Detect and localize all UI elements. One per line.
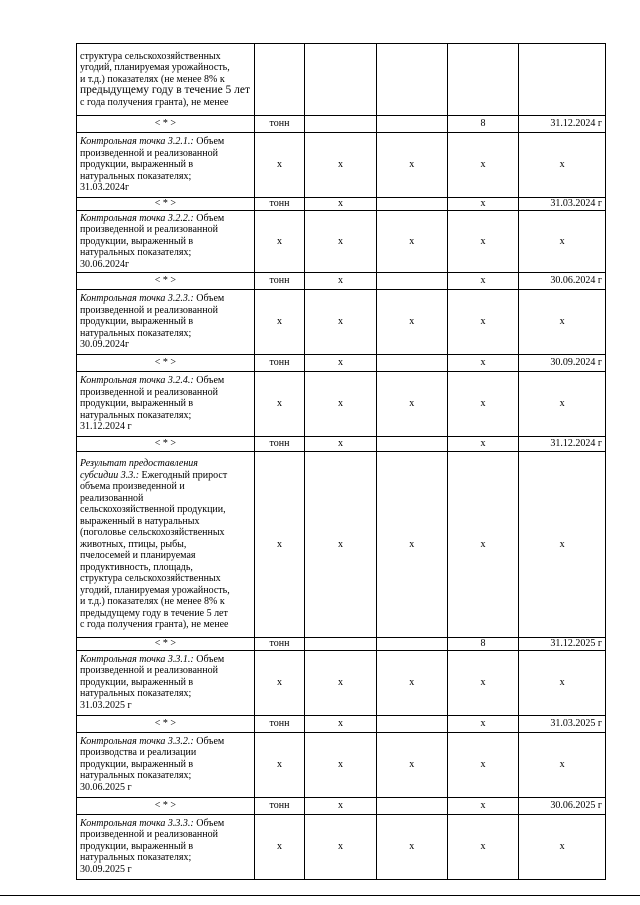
description-text-rest: Объем bbox=[193, 653, 225, 665]
description-text: структура сельскохозяйственных bbox=[80, 573, 221, 585]
description-text: предыдущему году в течение 5 лет bbox=[80, 607, 228, 619]
row-marker: < * > bbox=[77, 638, 255, 651]
row-description bbox=[77, 452, 255, 638]
description-line bbox=[80, 148, 251, 160]
description-line bbox=[80, 770, 251, 782]
description-text: объема произведенной и bbox=[80, 481, 185, 493]
table-cell: 31.12.2024 г bbox=[519, 437, 606, 452]
table-cell: х bbox=[254, 133, 305, 198]
table-row-description bbox=[77, 452, 606, 638]
description-text: натуральных показателях; bbox=[80, 688, 192, 700]
table-cell: х bbox=[376, 732, 447, 797]
table-cell: х bbox=[254, 732, 305, 797]
description-text: натуральных показателях; bbox=[80, 409, 192, 421]
description-text: произведенной и реализованной bbox=[80, 665, 218, 677]
table-cell: х bbox=[305, 355, 376, 372]
description-line bbox=[80, 818, 251, 830]
description-text: предыдущему году в течение 5 лет bbox=[80, 84, 251, 97]
description-line bbox=[80, 736, 251, 748]
table-cell bbox=[254, 44, 305, 116]
table-row-description bbox=[77, 732, 606, 797]
table-cell: х bbox=[305, 290, 376, 355]
table-cell: х bbox=[305, 715, 376, 732]
description-line bbox=[80, 539, 251, 551]
table-cell: х bbox=[447, 198, 518, 211]
description-line bbox=[80, 550, 251, 562]
description-line bbox=[80, 213, 251, 225]
description-line bbox=[80, 470, 251, 482]
description-text: произведенной и реализованной bbox=[80, 829, 218, 841]
description-line bbox=[80, 596, 251, 608]
description-text: угодий, планируемая урожайность, bbox=[80, 62, 230, 74]
row-marker: < * > bbox=[77, 355, 255, 372]
table-cell bbox=[376, 273, 447, 290]
table-cell: х bbox=[519, 372, 606, 437]
row-description bbox=[77, 290, 255, 355]
table-row-unit bbox=[77, 273, 606, 290]
table-cell: х bbox=[305, 814, 376, 879]
description-line bbox=[80, 387, 251, 399]
table-cell: х bbox=[447, 437, 518, 452]
table-cell: х bbox=[305, 732, 376, 797]
table-cell: 30.06.2025 г bbox=[519, 797, 606, 814]
description-line bbox=[80, 159, 251, 171]
description-text: натуральных показателях; bbox=[80, 247, 192, 259]
description-line bbox=[80, 51, 251, 63]
description-line bbox=[80, 677, 251, 689]
description-text-rest: Объем bbox=[193, 212, 225, 224]
description-line bbox=[80, 224, 251, 236]
description-text-rest: Объем bbox=[193, 817, 225, 829]
table-cell: тонн bbox=[254, 715, 305, 732]
table-cell: х bbox=[447, 133, 518, 198]
description-text: Контрольная точка 3.3.1.: bbox=[80, 653, 194, 665]
table-cell: х bbox=[254, 650, 305, 715]
description-line bbox=[80, 619, 251, 631]
description-line bbox=[80, 759, 251, 771]
table-row-unit bbox=[77, 715, 606, 732]
table-cell: 31.12.2024 г bbox=[519, 116, 606, 133]
table-cell: тонн bbox=[254, 198, 305, 211]
table-cell: 8 bbox=[447, 638, 518, 651]
table-cell: тонн bbox=[254, 355, 305, 372]
row-description bbox=[77, 133, 255, 198]
description-line bbox=[80, 665, 251, 677]
table-cell: х bbox=[519, 452, 606, 638]
description-line bbox=[80, 247, 251, 259]
description-line bbox=[80, 573, 251, 585]
row-marker: < * > bbox=[77, 797, 255, 814]
description-line bbox=[80, 782, 251, 794]
description-text-rest: Объем bbox=[193, 735, 225, 747]
table-row-unit bbox=[77, 355, 606, 372]
description-line bbox=[80, 305, 251, 317]
table-cell: х bbox=[447, 715, 518, 732]
description-text: выраженный в натуральных bbox=[80, 515, 200, 527]
description-text-rest: Объем bbox=[193, 136, 225, 148]
description-text: 30.09.2024г bbox=[80, 339, 130, 351]
description-text: натуральных показателях; bbox=[80, 327, 192, 339]
table-row-unit bbox=[77, 797, 606, 814]
description-text: и т.д.) показателях (не менее 8% к bbox=[80, 596, 225, 608]
description-text: Контрольная точка 3.2.1.: bbox=[80, 136, 194, 148]
description-text: продукции, выраженный в bbox=[80, 316, 194, 328]
table-cell: х bbox=[447, 273, 518, 290]
table-cell: 8 bbox=[447, 116, 518, 133]
table-cell: х bbox=[447, 372, 518, 437]
description-line bbox=[80, 516, 251, 528]
table-cell: х bbox=[305, 650, 376, 715]
description-line bbox=[80, 852, 251, 864]
table-cell: х bbox=[305, 797, 376, 814]
description-line bbox=[80, 398, 251, 410]
description-line bbox=[80, 841, 251, 853]
table-cell: х bbox=[254, 372, 305, 437]
description-text: Контрольная точка 3.2.4.: bbox=[80, 375, 194, 387]
description-text: 31.03.2025 г bbox=[80, 699, 132, 711]
description-line bbox=[80, 316, 251, 328]
description-text: субсидии 3.3.: bbox=[80, 469, 140, 481]
description-text: структура сельскохозяйственных bbox=[80, 50, 221, 62]
description-line bbox=[80, 97, 251, 109]
table-cell bbox=[376, 797, 447, 814]
table-cell: х bbox=[447, 452, 518, 638]
table-cell bbox=[376, 437, 447, 452]
table-cell: х bbox=[519, 650, 606, 715]
table-cell: х bbox=[376, 211, 447, 273]
description-text: продукции, выраженный в bbox=[80, 840, 194, 852]
description-text: произведенной и реализованной bbox=[80, 304, 218, 316]
description-text: произведенной и реализованной bbox=[80, 386, 218, 398]
table-row-description bbox=[77, 44, 606, 116]
description-text: угодий, планируемая урожайность, bbox=[80, 584, 230, 596]
description-line bbox=[80, 410, 251, 422]
table-cell bbox=[376, 355, 447, 372]
row-description bbox=[77, 650, 255, 715]
table-cell: х bbox=[254, 814, 305, 879]
description-line bbox=[80, 62, 251, 74]
table-cell: тонн bbox=[254, 638, 305, 651]
description-line bbox=[80, 688, 251, 700]
table-row-unit bbox=[77, 437, 606, 452]
table-cell bbox=[376, 198, 447, 211]
description-text-rest: Объем bbox=[193, 293, 225, 305]
table-cell: х bbox=[376, 650, 447, 715]
description-line bbox=[80, 585, 251, 597]
table-cell: х bbox=[305, 198, 376, 211]
description-line bbox=[80, 481, 251, 493]
row-marker: < * > bbox=[77, 198, 255, 211]
table-cell bbox=[376, 44, 447, 116]
table-cell: 31.03.2025 г bbox=[519, 715, 606, 732]
description-line bbox=[80, 375, 251, 387]
table-cell: х bbox=[519, 133, 606, 198]
row-description bbox=[77, 814, 255, 879]
table-row-unit bbox=[77, 638, 606, 651]
table-cell bbox=[305, 116, 376, 133]
table-cell: 30.09.2024 г bbox=[519, 355, 606, 372]
table-cell bbox=[305, 638, 376, 651]
description-line bbox=[80, 700, 251, 712]
table-cell: 31.12.2025 г bbox=[519, 638, 606, 651]
description-text: 30.06.2025 г bbox=[80, 781, 132, 793]
description-line bbox=[80, 259, 251, 271]
table-cell: тонн bbox=[254, 797, 305, 814]
table-cell: тонн bbox=[254, 273, 305, 290]
table-cell: х bbox=[519, 814, 606, 879]
results-table-body bbox=[77, 44, 606, 880]
description-line bbox=[80, 328, 251, 340]
description-text: натуральных показателях; bbox=[80, 170, 192, 182]
description-text: произведенной и реализованной bbox=[80, 224, 218, 236]
description-line bbox=[80, 339, 251, 351]
row-description bbox=[77, 732, 255, 797]
table-cell: х bbox=[447, 797, 518, 814]
table-cell: х bbox=[376, 133, 447, 198]
table-cell: х bbox=[376, 452, 447, 638]
table-cell: х bbox=[519, 211, 606, 273]
table-cell: х bbox=[305, 437, 376, 452]
description-text: продукции, выраженный в bbox=[80, 758, 194, 770]
description-text: 30.09.2025 г bbox=[80, 863, 132, 875]
table-cell: х bbox=[305, 211, 376, 273]
description-line bbox=[80, 171, 251, 183]
description-text: 31.03.2024г bbox=[80, 182, 130, 194]
description-text: реализованной bbox=[80, 492, 144, 504]
description-text: Результат предоставления bbox=[80, 458, 198, 470]
description-line bbox=[80, 527, 251, 539]
table-cell bbox=[447, 44, 518, 116]
table-cell: х bbox=[519, 732, 606, 797]
description-text: продукции, выраженный в bbox=[80, 676, 194, 688]
description-line bbox=[80, 562, 251, 574]
table-cell bbox=[376, 116, 447, 133]
table-cell: х bbox=[305, 452, 376, 638]
table-cell: 30.06.2024 г bbox=[519, 273, 606, 290]
table-cell: х bbox=[376, 290, 447, 355]
table-cell: х bbox=[376, 814, 447, 879]
description-text-rest: Объем bbox=[193, 375, 225, 387]
table-row-description bbox=[77, 211, 606, 273]
description-text: (поголовье сельскохозяйственных bbox=[80, 527, 225, 539]
table-cell: х bbox=[305, 273, 376, 290]
table-cell: тонн bbox=[254, 437, 305, 452]
description-line bbox=[80, 493, 251, 505]
table-row-description bbox=[77, 372, 606, 437]
table-cell: х bbox=[254, 290, 305, 355]
description-text: с года получения гранта), не менее bbox=[80, 96, 229, 108]
table-row-unit bbox=[77, 116, 606, 133]
description-text: продукции, выраженный в bbox=[80, 235, 194, 247]
description-text: производства и реализации bbox=[80, 747, 197, 759]
description-text-rest: Ежегодный прирост bbox=[139, 469, 228, 481]
description-line bbox=[80, 182, 251, 194]
description-line bbox=[80, 458, 251, 470]
results-table bbox=[76, 43, 606, 880]
description-line bbox=[80, 747, 251, 759]
description-text: натуральных показателях; bbox=[80, 852, 192, 864]
description-text: пчелосемей и планируемая bbox=[80, 550, 196, 562]
table-row-description bbox=[77, 290, 606, 355]
table-cell bbox=[376, 715, 447, 732]
description-line bbox=[80, 504, 251, 516]
description-text: Контрольная точка 3.2.3.: bbox=[80, 293, 194, 305]
row-marker: < * > bbox=[77, 715, 255, 732]
table-cell: х bbox=[447, 650, 518, 715]
table-row-description bbox=[77, 133, 606, 198]
description-text: натуральных показателях; bbox=[80, 770, 192, 782]
table-cell: х bbox=[519, 290, 606, 355]
description-text: продукции, выраженный в bbox=[80, 398, 194, 410]
table-cell: х bbox=[447, 814, 518, 879]
description-text: произведенной и реализованной bbox=[80, 147, 218, 159]
description-text: и т.д.) показателях (не менее 8% к bbox=[80, 73, 225, 85]
table-cell bbox=[305, 44, 376, 116]
description-line bbox=[80, 136, 251, 148]
row-description bbox=[77, 44, 255, 116]
description-line bbox=[80, 85, 251, 97]
description-text: продукции, выраженный в bbox=[80, 159, 194, 171]
table-cell: х bbox=[447, 290, 518, 355]
table-cell: х bbox=[447, 732, 518, 797]
description-text: продуктивность, площадь, bbox=[80, 561, 193, 573]
table-cell: х bbox=[447, 355, 518, 372]
description-line bbox=[80, 654, 251, 666]
table-row-description bbox=[77, 814, 606, 879]
table-cell bbox=[519, 44, 606, 116]
row-description bbox=[77, 211, 255, 273]
description-line bbox=[80, 293, 251, 305]
description-text: сельскохозяйственной продукции, bbox=[80, 504, 226, 516]
description-text: Контрольная точка 3.3.2.: bbox=[80, 735, 194, 747]
row-description bbox=[77, 372, 255, 437]
table-row-unit bbox=[77, 198, 606, 211]
table-row-description bbox=[77, 650, 606, 715]
description-text: Контрольная точка 3.3.3.: bbox=[80, 817, 194, 829]
description-text: Контрольная точка 3.2.2.: bbox=[80, 212, 194, 224]
table-cell: х bbox=[305, 372, 376, 437]
description-line bbox=[80, 829, 251, 841]
table-cell: х bbox=[447, 211, 518, 273]
table-cell: х bbox=[305, 133, 376, 198]
description-line bbox=[80, 864, 251, 876]
description-line bbox=[80, 421, 251, 433]
description-line bbox=[80, 608, 251, 620]
row-marker: < * > bbox=[77, 116, 255, 133]
description-text: 30.06.2024г bbox=[80, 258, 130, 270]
description-line bbox=[80, 236, 251, 248]
table-cell bbox=[376, 638, 447, 651]
table-cell: х bbox=[376, 372, 447, 437]
table-cell: 31.03.2024 г bbox=[519, 198, 606, 211]
description-text: животных, птицы, рыбы, bbox=[80, 538, 187, 550]
row-marker: < * > bbox=[77, 273, 255, 290]
row-marker: < * > bbox=[77, 437, 255, 452]
table-cell: тонн bbox=[254, 116, 305, 133]
description-text: 31.12.2024 г bbox=[80, 421, 132, 433]
page-bottom-rule bbox=[0, 895, 640, 896]
table-cell: х bbox=[254, 211, 305, 273]
description-text: с года получения гранта), не менее bbox=[80, 619, 229, 631]
table-cell: х bbox=[254, 452, 305, 638]
